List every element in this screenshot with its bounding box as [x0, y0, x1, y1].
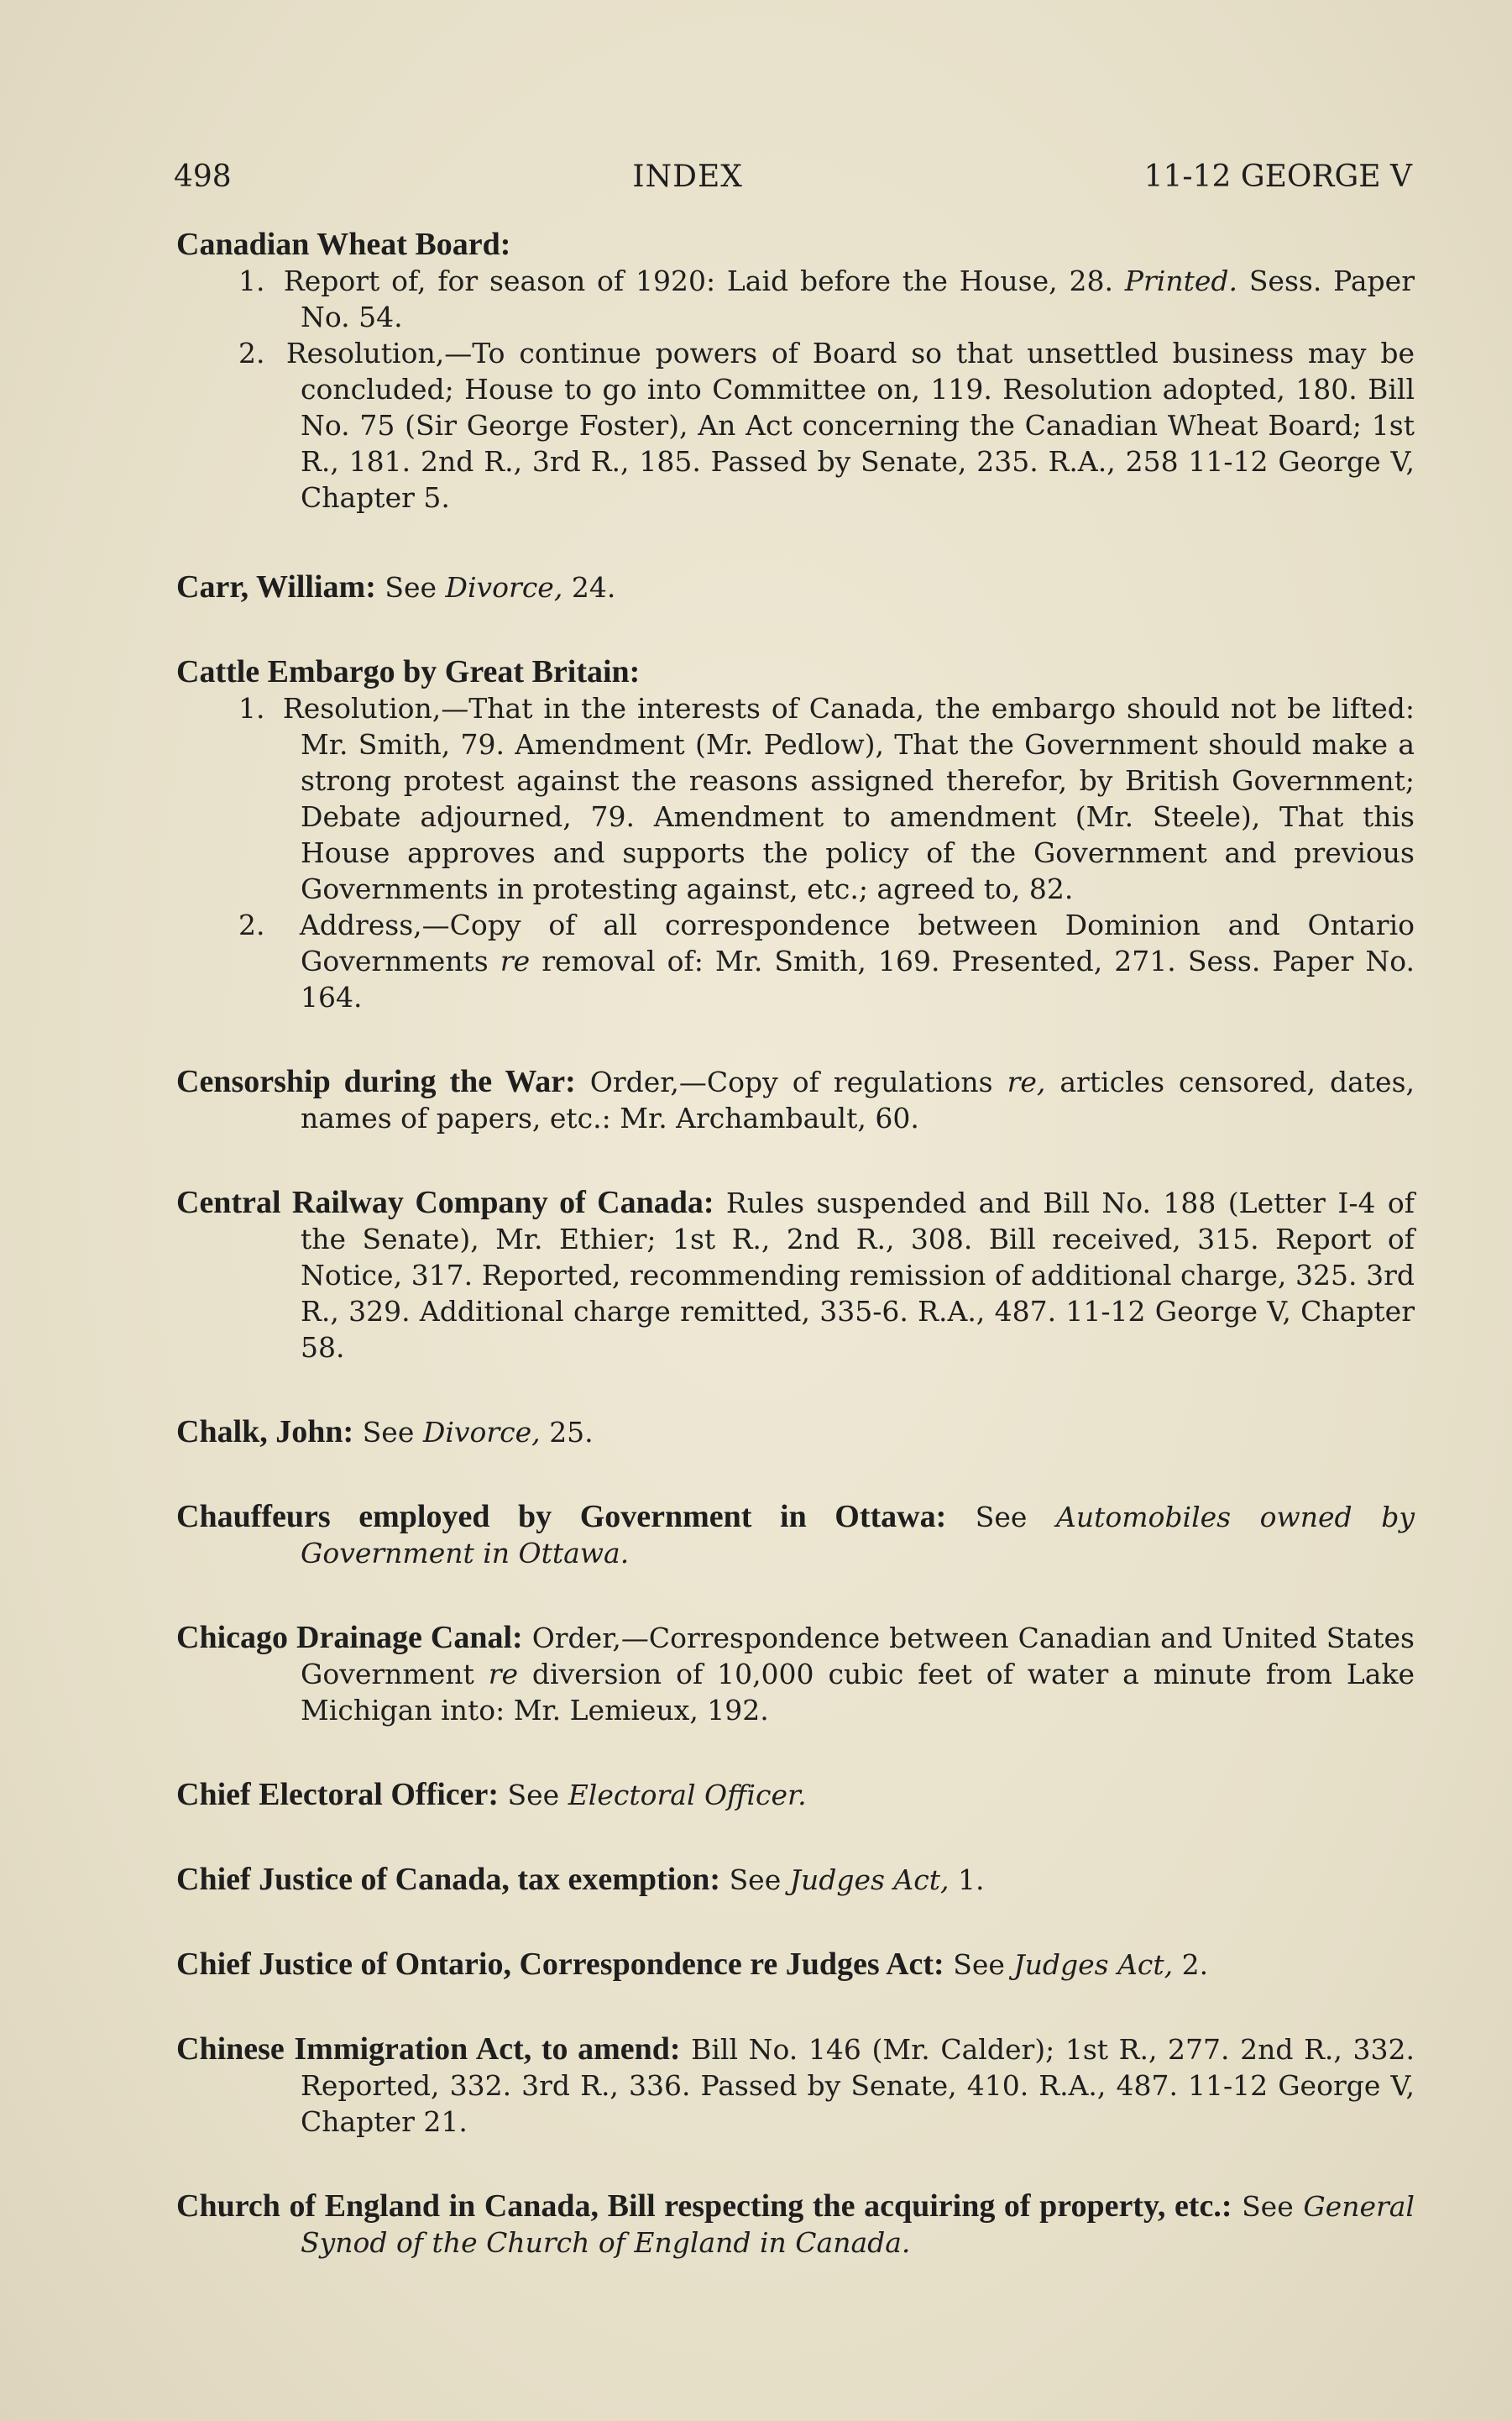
entry-text: Order,—Copy of regulations: [589, 1066, 993, 1098]
item-number: 1.: [238, 265, 265, 297]
entry-text: Rules suspended and Bill No. 188 (Letter I-4 of the Senate), Mr. Ethier; 1st R., 2nd R., 308. Bill received, 315. Report of Notice, 317. Reported, recommending remission of additional charge, 325. 3rd R., 329. Additional charge remitted, 335-6. R.A., 487. 11-12 George V, Chapter 58.: [301, 1187, 1415, 1364]
entry-line: [176, 1414, 1415, 1450]
entry-line: [176, 569, 1415, 605]
page-number: 498: [174, 160, 232, 194]
entry-text: See: [385, 571, 437, 604]
entry-italic: General Synod of the Church of England in Canada.: [301, 2190, 1415, 2259]
entry-heading: Chicago Drainage Canal:: [176, 1620, 523, 1655]
item-number: 1.: [238, 692, 265, 725]
entry-italic: re,: [1007, 1066, 1046, 1098]
entry-heading: Censorship during the War:: [176, 1064, 576, 1099]
entry-line: [176, 1620, 1415, 1728]
entry-heading: Chief Electoral Officer:: [176, 1777, 500, 1812]
index-entry: [176, 227, 1415, 516]
entry-line: [176, 1064, 1415, 1136]
index-entry: [176, 654, 1415, 1015]
item-text: Address,—Copy of all correspondence between Dominion and Ontario Governments: [299, 909, 1415, 977]
entry-italic: Automobiles owned by Government in Ottawa.: [301, 1501, 1415, 1569]
entry-italic: Divorce,: [445, 571, 563, 604]
entry-heading: Cattle Embargo by Great Britain:: [176, 654, 641, 689]
entry-text: See: [362, 1416, 415, 1449]
item-italic: re: [500, 945, 531, 977]
entry-heading: Chinese Immigration Act, to amend:: [176, 2031, 681, 2067]
entry-item: [176, 335, 1415, 516]
entry-text-after: articles censored, dates, names of papers, etc.: Mr. Archambault, 60.: [301, 1066, 1415, 1135]
entry-text-after: 1.: [957, 1863, 985, 1896]
entry-item: [176, 690, 1415, 907]
index-entry: [176, 1777, 1415, 1813]
item-number: 2.: [238, 337, 265, 369]
item-text: Resolution,—That in the interests of Canada, the embargo should not be lifted: Mr. Smith, 79. Amendment (Mr. Pedlow), That the Government should make a strong protest against the reasons assigned therefor, by British Government; Debate adjourned, 79. Amendment to amendment (Mr. Steele), That this House approves and supports the policy of the Government and previous Governments in protesting against, etc.; agreed to, 82.: [282, 692, 1415, 905]
entry-italic: Judges Act,: [789, 1863, 950, 1896]
index-entry: [176, 1414, 1415, 1450]
index-entry: [176, 2031, 1415, 2140]
entry-item: [176, 907, 1415, 1015]
index-entry: [176, 2188, 1415, 2261]
item-text-after: Sess. Paper No. 54.: [301, 265, 1415, 333]
entry-item: [176, 263, 1415, 335]
item-text: Report of, for season of 1920: Laid before the House, 28.: [283, 265, 1113, 297]
entry-text: Order,—Correspondence between Canadian and United States Government: [301, 1622, 1415, 1690]
entry-italic: Divorce,: [422, 1416, 541, 1449]
entry-italic: Electoral Officer.: [568, 1779, 807, 1811]
page-title: INDEX: [632, 160, 743, 194]
entry-text: Bill No. 146 (Mr. Calder); 1st R., 277. 2nd R., 332. Reported, 332. 3rd R., 336. Passed by Senate, 410. R.A., 487. 11-12 George V, Chapter 21.: [301, 2033, 1415, 2138]
entry-text: See: [975, 1501, 1028, 1533]
entry-line: [176, 1862, 1415, 1898]
entry-line: [176, 2188, 1415, 2261]
entry-italic: re: [488, 1658, 518, 1690]
entry-italic: Judges Act,: [1013, 1948, 1174, 1981]
entry-heading: Central Railway Company of Canada:: [176, 1185, 714, 1220]
entry-line: [176, 1777, 1415, 1813]
index-entry: [176, 1620, 1415, 1728]
session-label: 11-12 GEORGE V: [1143, 160, 1412, 194]
entry-line: [176, 1499, 1415, 1571]
entry-heading: Chief Justice of Ontario, Correspondence re Judges Act:: [176, 1947, 944, 1982]
entry-text-after: 2.: [1181, 1948, 1209, 1981]
item-number: 2.: [238, 909, 265, 941]
entry-line: [176, 1947, 1415, 1983]
entry-text: See: [953, 1948, 1005, 1981]
entry-heading: Chauffeurs employed by Government in Ottawa:: [176, 1499, 947, 1534]
entry-text: See: [507, 1779, 560, 1811]
item-text-after: removal of: Mr. Smith, 169. Presented, 271. Sess. Paper No. 164.: [301, 945, 1415, 1014]
entry-text-after: diversion of 10,000 cubic feet of water a minute from Lake Michigan into: Mr. Lemieux, 192.: [301, 1658, 1415, 1727]
entry-text-after: 25.: [549, 1416, 594, 1449]
item-text: Resolution,—To continue powers of Board so that unsettled business may be concluded; House to go into Committee on, 119. Resolution adopted, 180. Bill No. 75 (Sir George Foster), An Act concerning the Canadian Wheat Board; 1st R., 181. 2nd R., 3rd R., 185. Passed by Senate, 235. R.A., 258 11-12 George V, Chapter 5.: [285, 337, 1415, 514]
index-entry: [176, 1499, 1415, 1571]
entry-line: [176, 2031, 1415, 2140]
entry-heading: Carr, William:: [176, 569, 376, 605]
index-entry: [176, 1185, 1415, 1365]
item-italic: Printed.: [1124, 265, 1237, 297]
index-entry: [176, 569, 1415, 605]
index-entries: [176, 227, 1415, 2309]
page-header: [174, 160, 1412, 194]
entry-heading: Church of England in Canada, Bill respecting the acquiring of property, etc.:: [176, 2188, 1232, 2224]
entry-text: See: [1242, 2190, 1294, 2223]
entry-heading: Canadian Wheat Board:: [176, 227, 511, 262]
entry-line: [176, 1185, 1415, 1365]
index-entry: [176, 1947, 1415, 1983]
index-entry: [176, 1862, 1415, 1898]
entry-text: See: [729, 1863, 782, 1896]
entry-heading: Chief Justice of Canada, tax exemption:: [176, 1862, 721, 1897]
entry-text-after: 24.: [571, 571, 616, 604]
entry-heading: Chalk, John:: [176, 1414, 354, 1449]
index-entry: [176, 1064, 1415, 1136]
